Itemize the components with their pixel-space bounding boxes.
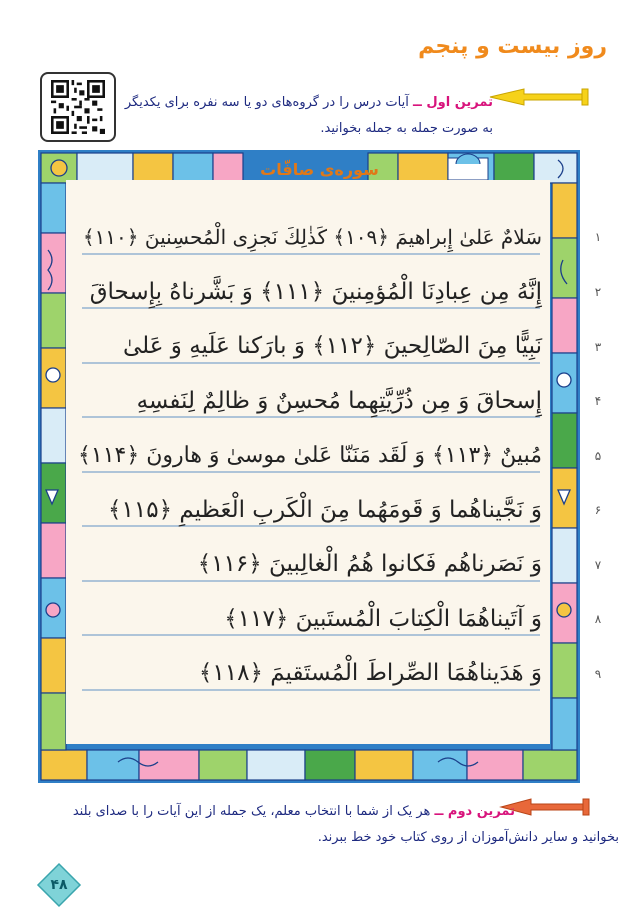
page-number: ۴۸ (50, 877, 68, 893)
arrow-yellow-icon (486, 87, 590, 107)
exercise1-instruction (123, 90, 493, 142)
line-number: ۷ (594, 558, 602, 572)
verse-line-6: وَ نَجَّیناهُما وَ قَومَهُما مِنَ الْکَربِ الْعَظیمِ ﴿۱۱۵﴾ (108, 496, 542, 523)
day-title: روز بیست و پنجم (418, 34, 607, 59)
exercise2-label: تمرین دوم ــ (434, 804, 515, 819)
qr-code[interactable] (40, 72, 116, 142)
exercise2-text-line2: بخوانید و سایر دانش‌آموزان از روی کتاب خود خط ببرند. (317, 830, 619, 845)
exercise1-text-line1: آیات درس را در گروه‌های دو یا سه نفره برای یکدیگر (124, 95, 409, 110)
line-number: ۵ (594, 449, 602, 463)
qr-code-icon (48, 80, 108, 134)
line-number: ۴ (594, 394, 602, 408)
line-number: ۹ (594, 667, 602, 681)
verse-line-9: وَ هَدَیناهُمَا الصِّراطَ الْمُستَقیمَ ﴿۱۱۸﴾ (198, 660, 542, 687)
verse-line-3: نَبِیًّا مِنَ الصّالِحینَ ﴿۱۱۲﴾ وَ بارَکنا عَلَیهِ وَ عَلیٰ (122, 333, 542, 360)
line-number: ۲ (594, 285, 602, 299)
verse-line-1: سَلامٌ عَلیٰ إِبراهیمَ ﴿۱۰۹﴾ کَذٰلِكَ نَجزِی الْمُحسِنینَ ﴿۱۱۰﴾ (82, 225, 542, 250)
verse-line-8: وَ آتَیناهُمَا الْکِتابَ الْمُستَبینَ ﴿۱۱۷﴾ (224, 605, 542, 632)
line-number: ۱ (594, 230, 602, 244)
exercise1-label: تمرین اول ــ (412, 95, 493, 110)
exercise2-instruction (35, 799, 619, 851)
line-number: ۸ (594, 612, 602, 626)
verse-line-5: مُبینٌ ﴿۱۱۳﴾ وَ لَقَد مَنَنّا عَلیٰ موسیٰ وَ هارونَ ﴿۱۱۴﴾ (78, 442, 542, 468)
exercise2-text-line1: هر یک از شما با انتخاب معلم، یک جمله از این آیات را با صدای بلند (72, 804, 431, 819)
line-number: ۶ (594, 503, 602, 517)
line-number: ۳ (594, 340, 602, 354)
surah-title: سوره‌ی صافّات (260, 160, 379, 179)
verse-line-2: إِنَّهُ مِن عِبادِنَا الْمُؤمِنینَ ﴿۱۱۱﴾ وَ بَشَّرناهُ بِإِسحاقَ (89, 278, 542, 305)
verse-line-7: وَ نَصَرناهُم فَکانوا هُمُ الْغالِبینَ ﴿۱۱۶﴾ (197, 551, 542, 578)
verse-list (72, 210, 542, 701)
verse-line-4: إِسحاقَ وَ مِن ذُرِّیَّتِهِما مُحسِنٌ وَ ظالِمٌ لِنَفسِهِ (136, 387, 542, 414)
exercise1-text-line2: به صورت جمله به جمله بخوانید. (320, 121, 493, 136)
